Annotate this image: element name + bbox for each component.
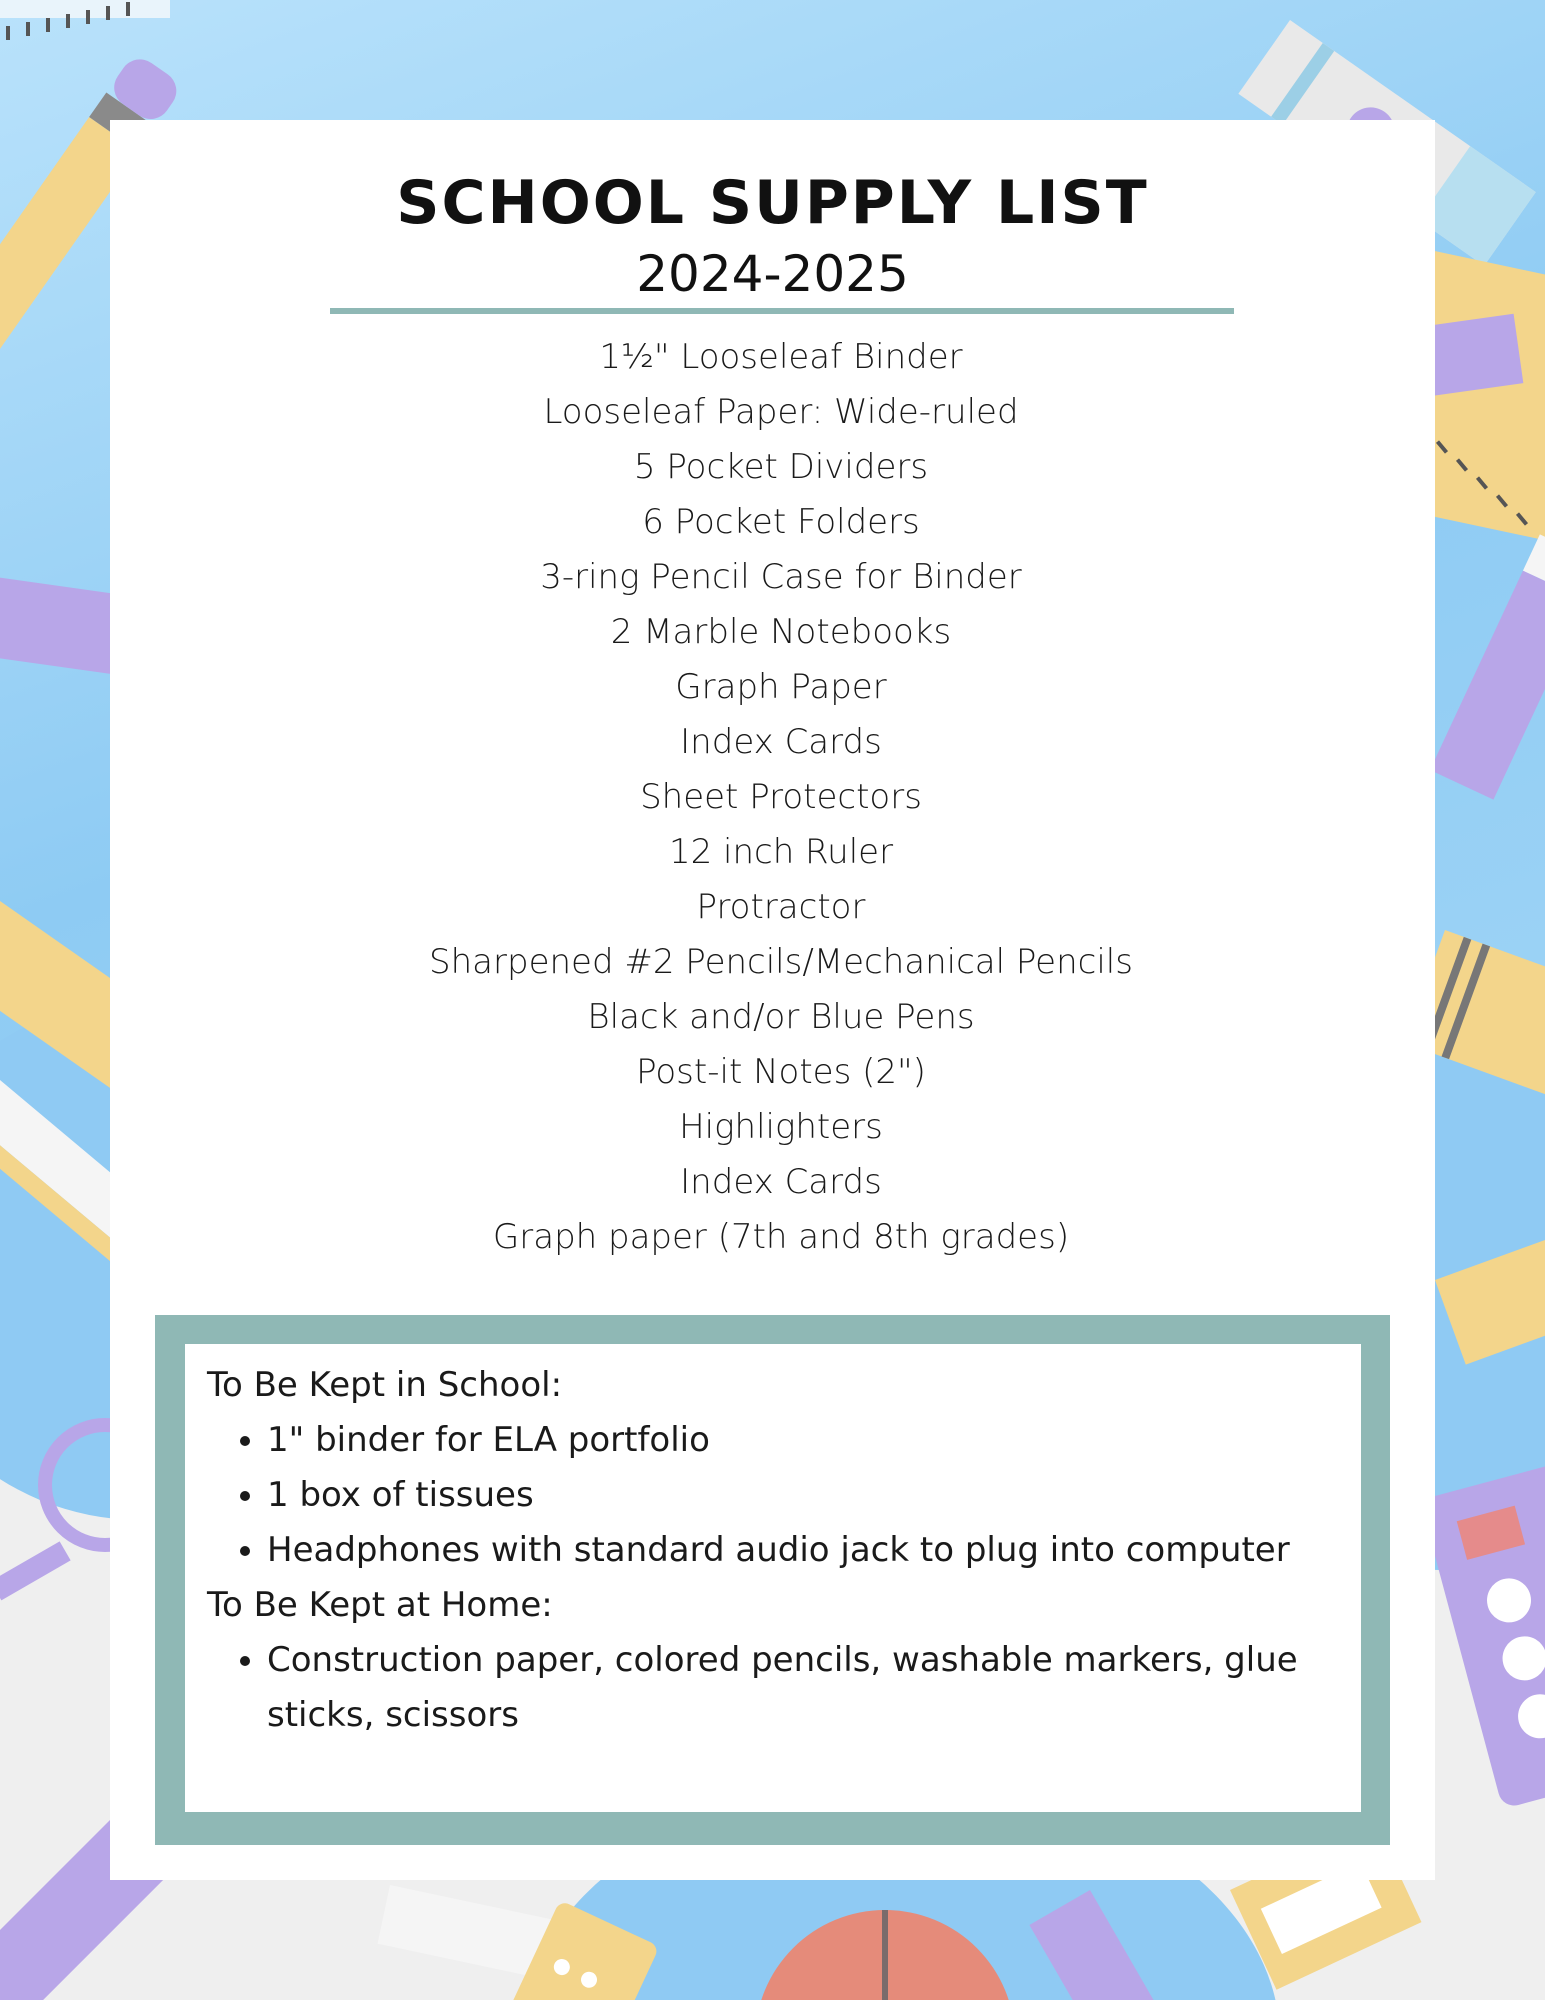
notes-content (207, 1358, 1347, 1743)
school-year: 2024-2025 (636, 245, 909, 303)
list-item: Graph Paper (675, 667, 887, 707)
list-item: 12 inch Ruler (668, 832, 894, 872)
home-items-list (207, 1633, 1347, 1743)
list-item: 6 Pocket Folders (642, 502, 920, 542)
list-item: Protractor (696, 887, 866, 927)
home-heading: To Be Kept at Home: (207, 1585, 553, 1625)
list-item: 5 Pocket Dividers (633, 447, 929, 487)
list-item: Graph paper (7th and 8th grades) (492, 1217, 1070, 1257)
list-item: • Headphones with standard audio jack to plug into computer (267, 1523, 1347, 1578)
list-item: Black and/or Blue Pens (587, 997, 975, 1037)
list-item: Sharpened #2 Pencils/Mechanical Pencils (429, 942, 1133, 982)
list-item: Looseleaf Paper: Wide-ruled (543, 392, 1019, 432)
list-item: • Construction paper, colored pencils, washable markers, glue sticks, scissors (267, 1633, 1347, 1743)
list-item: 3-ring Pencil Case for Binder (540, 557, 1022, 597)
school-heading: To Be Kept in School: (207, 1365, 563, 1405)
school-items-list (207, 1413, 1347, 1578)
notebook-icon (0, 0, 170, 40)
list-item: • 1 box of tissues (267, 1468, 1347, 1523)
basketball-icon (755, 1910, 1015, 2000)
list-item: • 1" binder for ELA portfolio (267, 1413, 1347, 1468)
list-item: Index Cards (680, 722, 882, 762)
list-item: 2 Marble Notebooks (610, 612, 952, 652)
list-item: 1½" Looseleaf Binder (599, 337, 963, 377)
list-item: Post-it Notes (2") (636, 1052, 926, 1092)
list-item: Highlighters (679, 1107, 883, 1147)
title-divider (330, 308, 1234, 314)
calculator-icon (1420, 1448, 1545, 1809)
page-title: SCHOOL SUPPLY LIST (396, 168, 1149, 238)
supply-list (0, 330, 1545, 1265)
list-item: Sheet Protectors (640, 777, 922, 817)
pen-icon (1029, 1890, 1190, 2000)
list-item: Index Cards (680, 1162, 882, 1202)
